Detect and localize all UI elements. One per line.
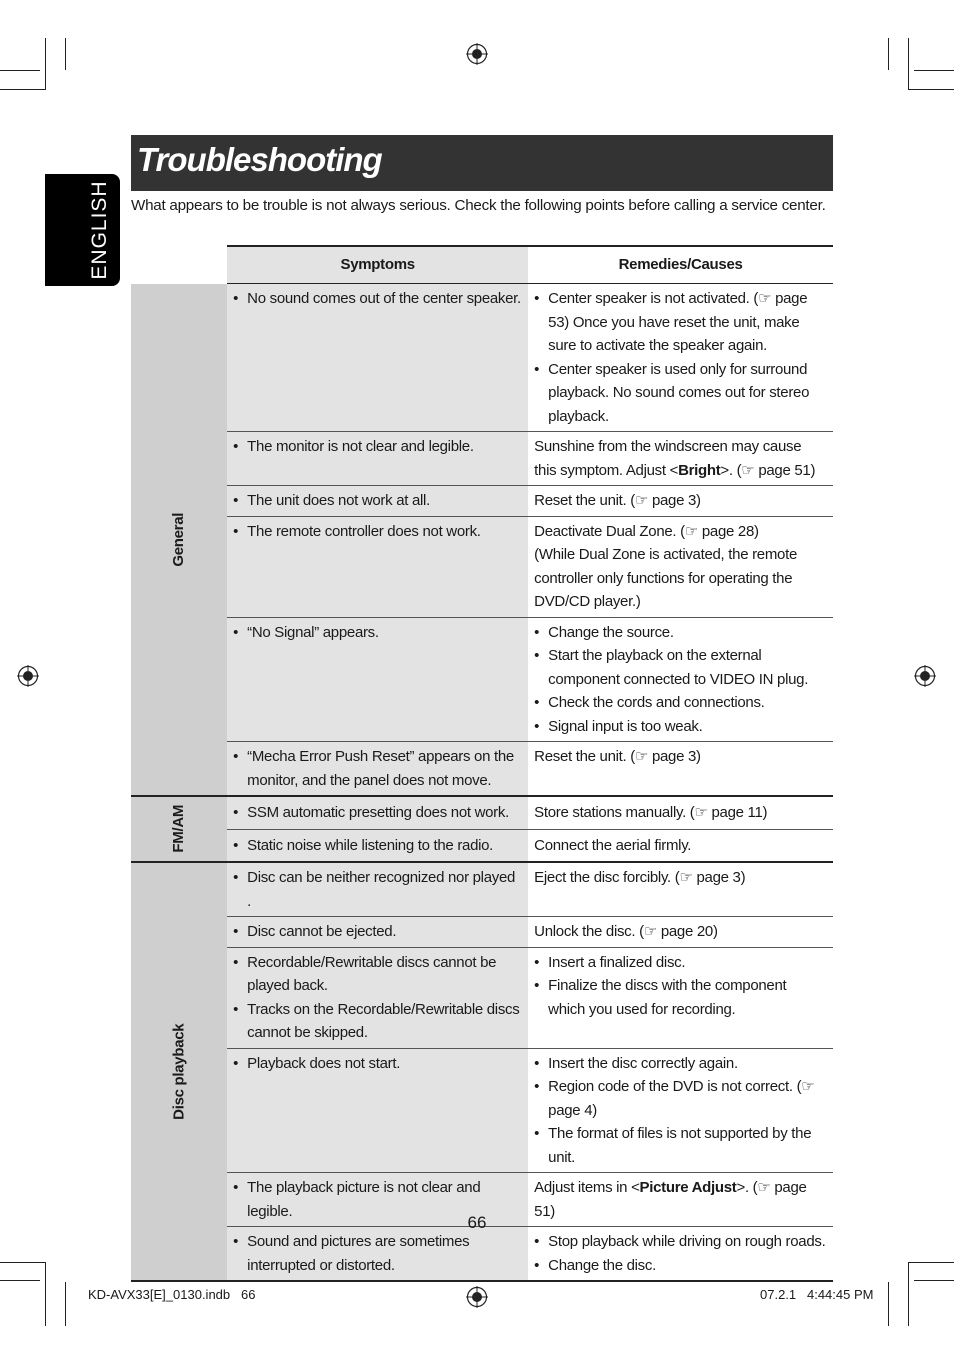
crop-mark <box>908 89 954 90</box>
symptom-cell <box>227 1227 528 1282</box>
remedy-setting-name: Bright <box>678 461 721 479</box>
remedy-item: • Finalize the discs with the component which you used for recording. <box>534 974 827 1021</box>
symptom-item: • Sound and pictures are sometimes interrupted or distorted. <box>233 1230 522 1277</box>
symptom-item: • No sound comes out of the center speaker. <box>233 287 522 311</box>
table-row <box>131 284 833 432</box>
symptom-cell <box>227 917 528 948</box>
table-row <box>131 947 833 1048</box>
remedy-cell <box>528 947 833 1048</box>
table-row <box>131 829 833 862</box>
remedies-header: Remedies/Causes <box>528 246 833 284</box>
remedy-cell <box>528 284 833 432</box>
symptom-item: • Recordable/Rewritable discs cannot be played back. <box>233 951 522 998</box>
crop-mark <box>914 1280 954 1281</box>
remedy-setting-name: Picture Adjust <box>639 1179 737 1196</box>
crop-mark <box>888 1282 889 1326</box>
symptom-cell <box>227 796 528 829</box>
remedy-item: • Check the cords and connections. <box>534 691 827 715</box>
crop-mark <box>908 1262 909 1326</box>
table-row <box>131 862 833 917</box>
remedy-item: • Signal input is too weak. <box>534 715 827 739</box>
registration-mark-icon <box>466 1286 488 1308</box>
page-number: 66 <box>467 1213 487 1232</box>
remedy-cell: Store stations manually. (☞ page 11) <box>528 796 833 829</box>
table-corner <box>131 246 227 284</box>
remedy-text: >. (☞ page 51) <box>534 1179 807 1220</box>
remedy-item: • Stop playback while driving on rough roads. <box>534 1230 827 1254</box>
registration-mark-icon <box>914 665 936 687</box>
symptom-item: • Playback does not start. <box>233 1052 522 1076</box>
symptom-cell <box>227 1048 528 1173</box>
remedy-item: • Center speaker is used only for surround playback. No sound comes out for stereo playback. <box>534 358 827 429</box>
category-label: General <box>170 512 188 567</box>
symptom-item: • Static noise while listening to the radio. <box>233 834 522 858</box>
symptom-item: • SSM automatic presetting does not work. <box>233 801 522 825</box>
remedy-cell <box>528 1048 833 1173</box>
registration-mark-icon <box>17 665 39 687</box>
crop-mark <box>0 1262 45 1263</box>
symptom-cell <box>227 862 528 917</box>
remedy-cell: Connect the aerial firmly. <box>528 829 833 862</box>
remedy-text: Sunshine from the windscreen may cause this symptom. Adjust < <box>534 438 802 479</box>
symptom-cell <box>227 486 528 517</box>
footer-timestamp: 07.2.1 4:44:45 PM <box>760 1287 874 1302</box>
crop-mark <box>888 38 889 70</box>
crop-mark <box>45 38 46 90</box>
remedy-text: Deactivate Dual Zone. (☞ page 28) <box>534 522 759 540</box>
crop-mark <box>0 1280 40 1281</box>
symptom-item: • “Mecha Error Push Reset” appears on the monitor, and the panel does not move. <box>233 745 522 792</box>
crop-mark <box>65 38 66 70</box>
remedy-text: >. (☞ page 51) <box>720 461 816 479</box>
table-row <box>131 1227 833 1282</box>
symptoms-header: Symptoms <box>227 246 528 284</box>
crop-mark <box>914 70 954 71</box>
symptom-cell <box>227 947 528 1048</box>
registration-mark-icon <box>466 43 488 65</box>
symptom-cell <box>227 432 528 486</box>
symptom-item: • The remote controller does not work. <box>233 520 522 544</box>
symptom-item: • Disc cannot be ejected. <box>233 920 522 944</box>
symptom-cell <box>227 516 528 617</box>
symptom-item: • The monitor is not clear and legible. <box>233 435 522 459</box>
symptom-cell <box>227 284 528 432</box>
table-row <box>131 742 833 797</box>
symptom-item: • Disc can be neither recognized nor played . <box>233 866 522 913</box>
remedy-cell: Reset the unit. (☞ page 3) <box>528 486 833 517</box>
intro-text: What appears to be trouble is not always serious. Check the following points before calling a service center. <box>131 197 826 214</box>
category-label: FM/AM <box>170 805 188 853</box>
table-row <box>131 617 833 742</box>
symptom-item: • The unit does not work at all. <box>233 489 522 513</box>
table-row <box>131 917 833 948</box>
symptom-cell <box>227 829 528 862</box>
title-bar <box>131 135 833 191</box>
crop-mark <box>908 1262 954 1263</box>
crop-mark <box>45 1262 46 1326</box>
remedy-item: • Region code of the DVD is not correct. (☞ page 4) <box>534 1075 827 1122</box>
category-fmam <box>131 796 227 862</box>
remedy-cell <box>528 1227 833 1282</box>
remedy-cell: Reset the unit. (☞ page 3) <box>528 742 833 797</box>
symptom-cell <box>227 617 528 742</box>
remedy-cell <box>528 432 833 486</box>
remedy-cell <box>528 516 833 617</box>
category-label: Disc playback <box>170 1023 188 1120</box>
remedy-item: • Change the disc. <box>534 1254 827 1278</box>
troubleshooting-table <box>131 245 833 1282</box>
remedy-item: • Insert a finalized disc. <box>534 951 827 975</box>
remedy-cell: Unlock the disc. (☞ page 20) <box>528 917 833 948</box>
remedy-item: • Start the playback on the external component connected to VIDEO IN plug. <box>534 644 827 691</box>
symptom-item: • The playback picture is not clear and legible. <box>233 1176 522 1223</box>
page-title: Troubleshooting <box>137 141 382 178</box>
remedy-item: • Change the source. <box>534 621 827 645</box>
category-general <box>131 284 227 797</box>
remedy-cell <box>528 617 833 742</box>
table-row <box>131 486 833 517</box>
crop-mark <box>908 38 909 90</box>
table-row <box>131 432 833 486</box>
table-row <box>131 1048 833 1173</box>
crop-mark <box>0 89 45 90</box>
remedy-text: Adjust items in < <box>534 1179 640 1196</box>
remedy-item: • Insert the disc correctly again. <box>534 1052 827 1076</box>
crop-mark <box>0 70 40 71</box>
footer-file-info: KD-AVX33[E]_0130.indb 66 <box>88 1287 256 1302</box>
symptom-item: • Tracks on the Recordable/Rewritable discs cannot be skipped. <box>233 998 522 1045</box>
remedy-note: (While Dual Zone is activated, the remote controller only functions for operating the DVD/CD player.) <box>534 546 797 610</box>
table-row <box>131 516 833 617</box>
remedy-item: • The format of files is not supported by the unit. <box>534 1122 827 1169</box>
table-row <box>131 796 833 829</box>
symptom-item: • “No Signal” appears. <box>233 621 522 645</box>
remedy-cell: Eject the disc forcibly. (☞ page 3) <box>528 862 833 917</box>
table-header-row <box>131 246 833 284</box>
crop-mark <box>65 1282 66 1326</box>
language-tab-label: ENGLISH <box>88 180 111 280</box>
symptom-cell <box>227 742 528 797</box>
remedy-item: • Center speaker is not activated. (☞ page 53) Once you have reset the unit, make sure to activate the speaker again. <box>534 287 827 358</box>
